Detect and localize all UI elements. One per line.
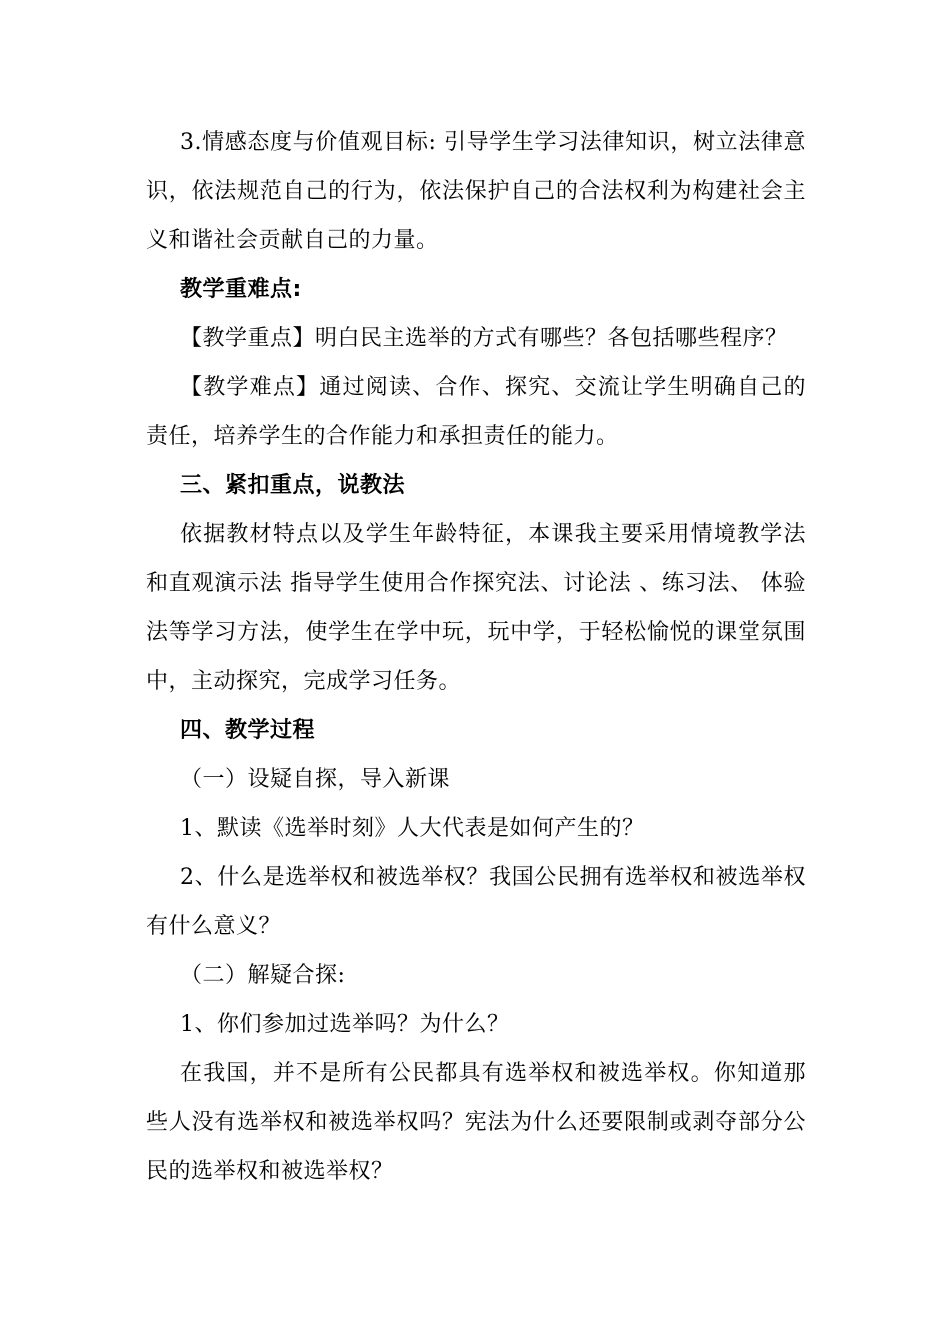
paragraph-emotion-goal: 3.情感态度与价值观目标: 引导学生学习法律知识，树立法律意识，依法规范自己的行为，依法保护自己的合法权利为构建社会主义和谐社会贡献自己的力量。 [146,130,806,253]
document-page [146,118,806,1196]
paragraph-teaching-focus: 【教学重点】明白民主选举的方式有哪些？各包括哪些程序？ [180,326,788,351]
paragraph-election-rights: 在我国，并不是所有公民都具有选举权和被选举权。你知道那些人没有选举权和被选举权吗？宪法为什么还要限制或剥夺部分公民的选举权和被选举权？ [146,1061,806,1184]
question-2: 2、什么是选举权和被选举权？我国公民拥有选举权和被选举权有什么意义？ [146,865,806,939]
heading-teaching-methods: 三、紧扣重点，说教法 [180,473,406,498]
paragraph-methods-description: 依据教材特点以及学生年龄特征，本课我主要采用情境教学法和直观演示法 指导学生使用合作探究法、讨论法 、练习法、 体验法等学习方法，使学生在学中玩，玩中学，于轻松愉悦的课堂氛围中，主动探究，完成学习任务。 [146,522,806,694]
heading-teaching-process: 四、教学过程 [180,718,316,743]
subheading-introduction: （一）设疑自探，导入新课 [180,767,451,792]
question-1: 1、默读《选举时刻》人大代表是如何产生的？ [180,816,645,841]
heading-teaching-key-points: 教学重难点: [180,277,302,302]
question-participation: 1、你们参加过选举吗？为什么？ [180,1012,510,1037]
paragraph-teaching-difficulty: 【教学难点】通过阅读、合作、探究、交流让学生明确自己的责任，培养学生的合作能力和承担责任的能力。 [146,375,806,449]
subheading-cooperative-exploration: （二）解疑合探: [180,963,346,988]
